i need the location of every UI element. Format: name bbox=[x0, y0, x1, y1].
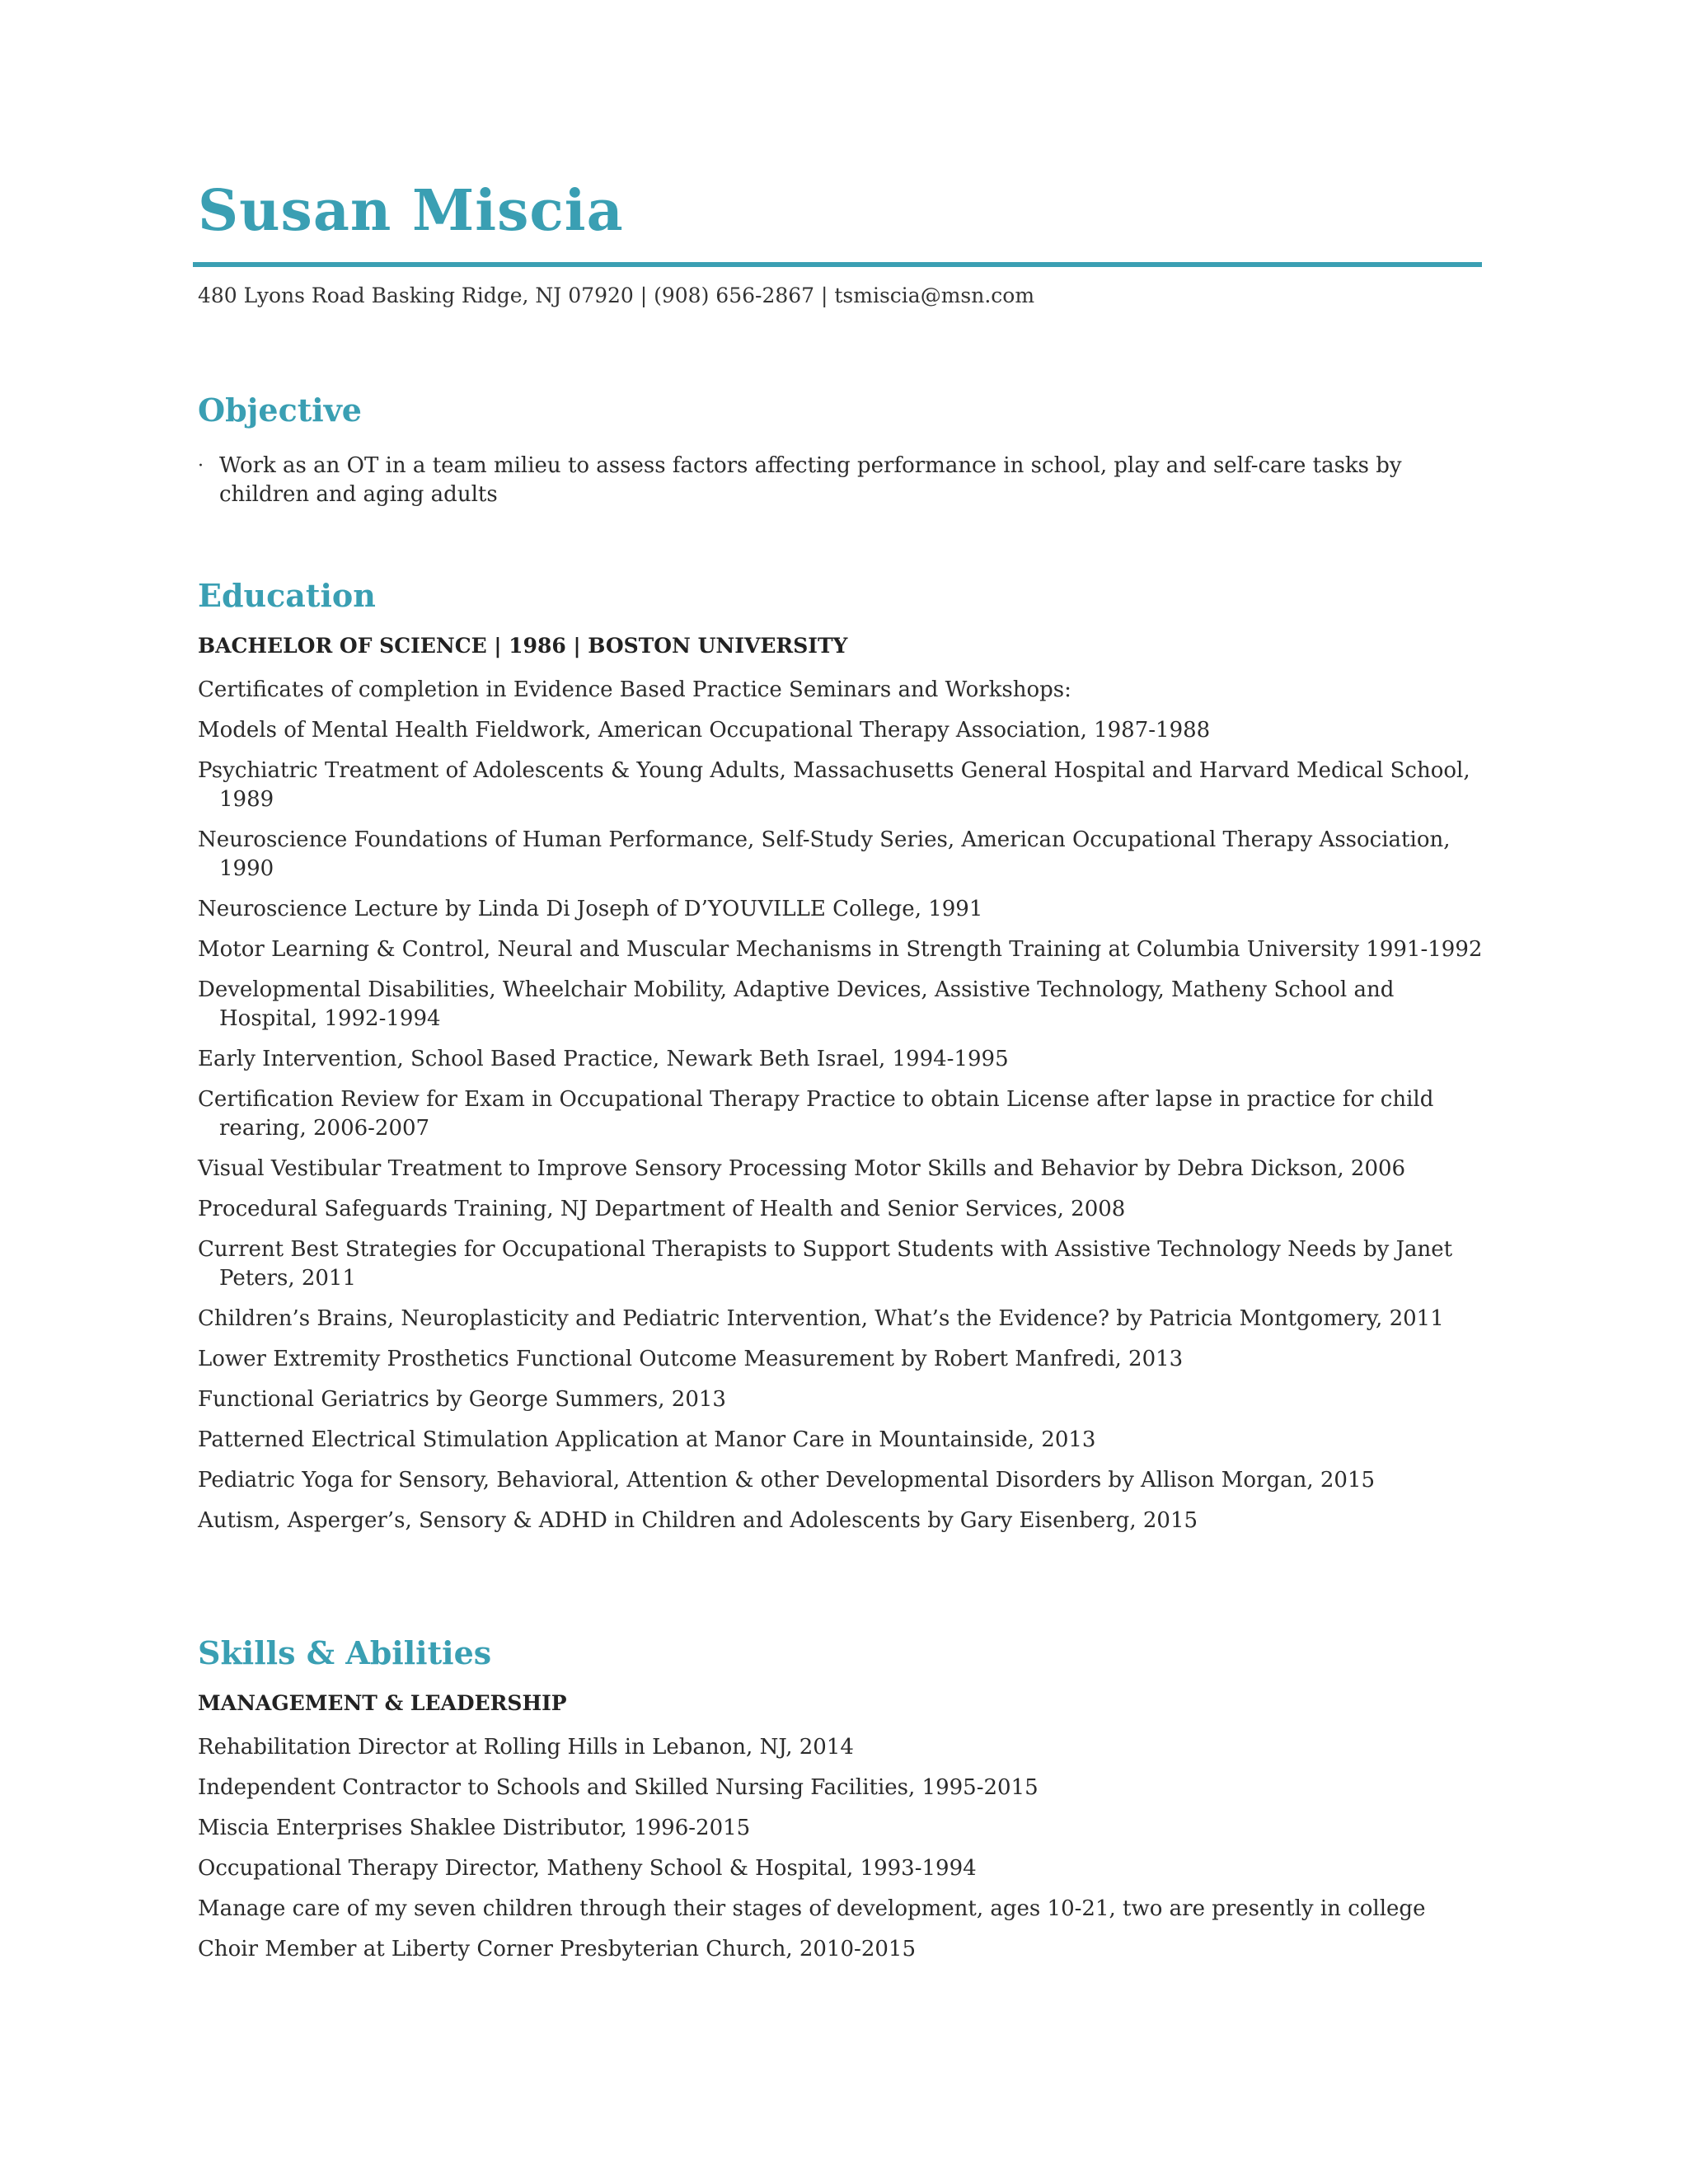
person-name: Susan Miscia bbox=[198, 178, 624, 244]
list-item: Lower Extremity Prosthetics Functional Outcome Measurement by Robert Manfredi, 2013 bbox=[198, 1347, 1184, 1371]
list-item: Visual Vestibular Treatment to Improve Sensory Processing Motor Skills and Behavior by Debra Dickson, 2006 bbox=[198, 1156, 1406, 1181]
education-title: Education bbox=[198, 577, 376, 614]
list-item: Manage care of my seven children through their stages of development, ages 10-21, two are presently in college bbox=[198, 1896, 1426, 1921]
list-item: Miscia Enterprises Shaklee Distributor, 1996-2015 bbox=[198, 1816, 751, 1840]
skills-title: Skills & Abilities bbox=[198, 1634, 492, 1671]
list-item: Independent Contractor to Schools and Skilled Nursing Facilities, 1995-2015 bbox=[198, 1775, 1039, 1800]
list-item: Motor Learning & Control, Neural and Muscular Mechanisms in Strength Training at Columbia University 1991-1992 bbox=[198, 937, 1483, 962]
list-item: Models of Mental Health Fieldwork, American Occupational Therapy Association, 1987-1988 bbox=[198, 718, 1211, 743]
list-item: Occupational Therapy Director, Matheny School & Hospital, 1993-1994 bbox=[198, 1856, 977, 1881]
header-divider bbox=[193, 262, 1482, 267]
skills-section bbox=[198, 1634, 1484, 1964]
objective-text: Work as an OT in a team milieu to assess factors affecting performance in school, play and self-care tasks by children and aging adults bbox=[219, 453, 1402, 507]
list-item: Neuroscience Foundations of Human Performance, Self-Study Series, American Occupational Therapy Association, 1990 bbox=[198, 827, 1451, 881]
list-item: Developmental Disabilities, Wheelchair Mobility, Adaptive Devices, Assistive Technology, Matheny School and Hospital, 1992-1994 bbox=[198, 977, 1395, 1031]
objective-title: Objective bbox=[198, 391, 362, 429]
education-list bbox=[198, 676, 1484, 1535]
list-item: Early Intervention, School Based Practice, Newark Beth Israel, 1994-1995 bbox=[198, 1047, 1009, 1071]
contact-line: 480 Lyons Road Basking Ridge, NJ 07920 | (908) 656-2867 | tsmiscia@msn.com bbox=[198, 284, 1035, 307]
objective-item bbox=[198, 452, 1484, 509]
list-item: Current Best Strategies for Occupational Therapists to Support Students with Assistive Technology Needs by Janet Peters, 2011 bbox=[198, 1237, 1453, 1291]
objective-list bbox=[198, 452, 1484, 509]
list-item: Choir Member at Liberty Corner Presbyterian Church, 2010-2015 bbox=[198, 1937, 916, 1961]
resume-header bbox=[198, 178, 1484, 307]
objective-section bbox=[198, 391, 1484, 509]
degree-line: BACHELOR OF SCIENCE | 1986 | BOSTON UNIVERSITY bbox=[198, 634, 848, 658]
skills-list bbox=[198, 1733, 1484, 1964]
list-item: Certification Review for Exam in Occupational Therapy Practice to obtain License after lapse in practice for child rearing, 2006-2007 bbox=[198, 1087, 1434, 1141]
list-item: Psychiatric Treatment of Adolescents & Young Adults, Massachusetts General Hospital and Harvard Medical School, 1989 bbox=[198, 758, 1470, 812]
list-item: Autism, Asperger’s, Sensory & ADHD in Children and Adolescents by Gary Eisenberg, 2015 bbox=[198, 1508, 1198, 1533]
list-item: Pediatric Yoga for Sensory, Behavioral, Attention & other Developmental Disorders by Allison Morgan, 2015 bbox=[198, 1468, 1376, 1493]
list-item: Procedural Safeguards Training, NJ Department of Health and Senior Services, 2008 bbox=[198, 1197, 1126, 1221]
bullet-icon: · bbox=[198, 456, 204, 476]
education-section bbox=[198, 577, 1484, 1535]
list-item: Children’s Brains, Neuroplasticity and Pediatric Intervention, What’s the Evidence? by Patricia Montgomery, 2011 bbox=[198, 1306, 1444, 1331]
resume-page bbox=[198, 165, 1484, 1975]
list-item: Certificates of completion in Evidence Based Practice Seminars and Workshops: bbox=[198, 677, 1071, 702]
list-item: Functional Geriatrics by George Summers, 2013 bbox=[198, 1387, 726, 1412]
list-item: Rehabilitation Director at Rolling Hills in Lebanon, NJ, 2014 bbox=[198, 1735, 854, 1760]
list-item: Patterned Electrical Stimulation Application at Manor Care in Mountainside, 2013 bbox=[198, 1427, 1096, 1452]
list-item: Neuroscience Lecture by Linda Di Joseph of D’YOUVILLE College, 1991 bbox=[198, 897, 983, 921]
skills-subhead: MANAGEMENT & LEADERSHIP bbox=[198, 1691, 567, 1715]
